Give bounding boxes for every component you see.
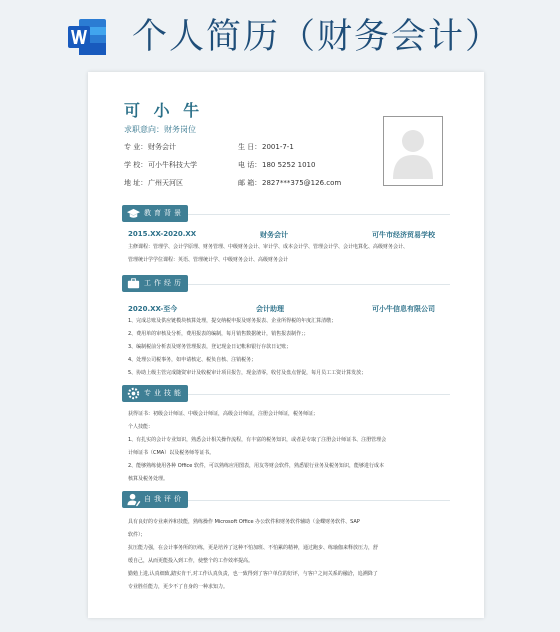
resume-name: 可 小 牛 bbox=[124, 101, 204, 120]
info-school: 学 校：可小牛科技大学 bbox=[124, 161, 197, 169]
work-line: 2、费用单的审核及分析，费用报表的编制，每月销售数据统计，销售报表制作；； bbox=[128, 331, 309, 337]
work-role: 会计助理 bbox=[256, 305, 284, 313]
self-eval-line: 具有良好的专业素养和技能，熟练操作 Microsoft Office 办公软件和财务软件辅助（金蝶财务软件、SAP bbox=[128, 519, 360, 525]
work-line: 4、处理公司税事务，如申请核定、税负自核、注销税务； bbox=[128, 357, 257, 363]
info-phone: 电 话：180 5252 1010 bbox=[238, 161, 316, 169]
section-education-header bbox=[122, 205, 188, 222]
self-eval-line: 抗压能力强，在会计事务所的历练，更是培养了这种不怕加班、不怕累的精神，通过跑步、练瑜伽来释放压力，舒 bbox=[128, 545, 379, 551]
avatar-icon bbox=[389, 123, 437, 179]
section-skills-title: 专业技能 bbox=[144, 389, 184, 397]
work-line: 3、编制税前分析表及财务管理报表，登记现金日记帐和银行存款日记账； bbox=[128, 344, 292, 350]
skills-line: 获得证书：初级会计师证、中级会计师证，高级会计师证，注册会计师证，税务师证； bbox=[128, 411, 319, 417]
self-eval-line: 缓自己，从而更能投入到工作，使整个的工作效率提高。 bbox=[128, 558, 254, 564]
section-work-header bbox=[122, 275, 188, 292]
gear-icon bbox=[126, 386, 141, 401]
info-birth: 生 日：2001-7-1 bbox=[238, 143, 294, 151]
self-eval-line: 专业胜任能力，更少不了自身的一种求知力。 bbox=[128, 584, 229, 590]
education-major: 财务会计 bbox=[260, 231, 288, 239]
word-icon bbox=[66, 16, 108, 58]
education-line: 管理统计学学位课程：英语、管理统计学、中级财务会计、高级财务会计 bbox=[128, 257, 289, 263]
skills-line: 1、有扎实的会计专业知识，熟悉会计相关操作流程，有丰富的税务知识，或者是专取了注册会计师证书、注册管理会 bbox=[128, 437, 387, 443]
education-line: 主修课程：管理学、会计学原理、财务管理、中级财务会计、审计学、成本会计学、管理会计学、会计电算化、高级财务会计、 bbox=[128, 244, 409, 250]
education-period: 2015.XX-2020.XX bbox=[128, 230, 197, 238]
graduation-cap-icon bbox=[126, 206, 141, 221]
briefcase-icon bbox=[126, 276, 141, 291]
work-line: 5、协助上级主管完成随资审计及收税审计项目报告，现金清零，收付及盘点督促，每月员工工资计算发放； bbox=[128, 370, 367, 376]
education-school: 可牛市经济贸易学校 bbox=[372, 231, 435, 239]
work-period: 2020.XX-至今 bbox=[128, 305, 178, 313]
divider bbox=[188, 284, 450, 285]
skills-line: 2、能够熟练使用各种 Office 软件，可以熟练应用图表，用友等财会软件，熟悉银行业务及税务知识，能够进行成本 bbox=[128, 463, 384, 469]
work-company: 可小牛信息有限公司 bbox=[372, 305, 435, 313]
section-self-eval-title: 自我评价 bbox=[144, 495, 184, 503]
skills-line: 计师证书（CMA）以及税务师等证书。 bbox=[128, 450, 215, 456]
skills-line: 核算及税务处理。 bbox=[128, 476, 169, 482]
work-line: 1、完成总账及供应链模块核算处理，提交纳税申报及财务报表、企业所得税的年度汇算清缴； bbox=[128, 318, 337, 324]
section-education-title: 教育背景 bbox=[144, 209, 184, 217]
page-header bbox=[0, 0, 560, 72]
divider bbox=[188, 500, 450, 501]
info-major: 专 业：财务会计 bbox=[124, 143, 176, 151]
divider bbox=[188, 214, 450, 215]
self-eval-line: 勤勉上进,认真细致,踏实肯干,对工作认真负责，也一致得到了客户单位的好评，与客户之间关系的融洽，追溯降了 bbox=[128, 571, 378, 577]
section-skills-header bbox=[122, 385, 188, 402]
profile-photo bbox=[383, 116, 443, 186]
skills-line: 个人技能： bbox=[128, 424, 154, 430]
page-title: 个人简历（财务会计） bbox=[132, 17, 503, 57]
section-work-title: 工作经历 bbox=[144, 279, 184, 287]
user-edit-icon bbox=[126, 492, 141, 507]
resume-page bbox=[88, 72, 484, 618]
job-intent: 求职意向：财务岗位 bbox=[124, 125, 196, 134]
info-address: 地 址：广州天河区 bbox=[124, 179, 183, 187]
info-email: 邮 箱：2827***375@126.com bbox=[238, 179, 342, 187]
self-eval-line: 软件）； bbox=[128, 532, 146, 538]
divider bbox=[188, 394, 450, 395]
section-self-eval-header bbox=[122, 491, 188, 508]
